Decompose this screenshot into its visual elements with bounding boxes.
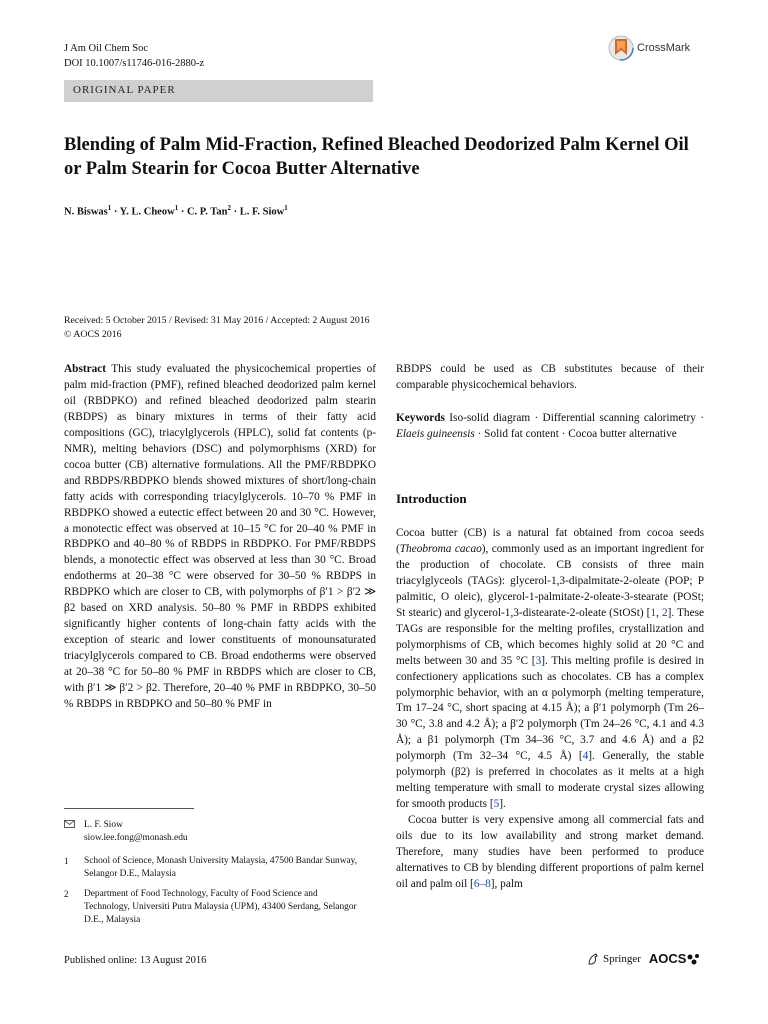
keywords-italic: Elaeis guineensis: [396, 427, 475, 440]
text-run: ], palm: [490, 877, 523, 890]
article-title: Blending of Palm Mid-Fraction, Refined Bleached Deodorized Palm Kernel Oil or Palm Stearin for Cocoa Butter Alternative: [64, 135, 689, 179]
intro-paragraph: [396, 813, 704, 893]
author-affiliation: 2: [227, 204, 231, 212]
abstract-block: [64, 362, 376, 713]
author-list: [64, 204, 288, 218]
citation-link[interactable]: 3: [535, 654, 542, 667]
author: N. Biswas: [64, 206, 108, 218]
keywords-heading: Keywords: [396, 411, 445, 424]
author-affiliation: 1: [174, 204, 179, 212]
author-separator: ·: [230, 206, 240, 218]
author: Y. L. Cheow: [119, 206, 175, 218]
envelope-icon: [64, 819, 84, 845]
abstract-text: This study evaluated the physicochemical properties of palm mid-fraction (PMF), refined bleached deodorized palm kernel oil (RBDPKO) and refined bleached deodorized palm stearin (RBDPS) as binary mixtures in terms of their fatty acid compositions (GC), triacylglycerols (HPLC), solid fat contents (p-NMR), melting behaviors (DSC) and polymorphisms (XRD) for cocoa butter (CB) alternative formulations. All the PMF/RBDPKO and RBDPS/RBDPKO blends showed mixtures of short/long-chain fatty acids with corresponding triacylglycerols. 10–70 % PMF in RBDPKO showed a eutectic effect between 20 and 30 °C. However, a monotectic effect was observed at 10–15 °C for 20–40 % PMF in RBDPKO and 40–80 % of RBDPS in RBDPKO. For PMF/RBDPS blends, a monotectic effect was observed at less than 30 °C. Broad endotherms at 20–38 °C were observed for 30–50 % RBDPS in RBDPKO which are closer to CB, with polymorphs of β′1 > β′2 ≫ β2 based on XRD analysis. 50–80 % PMF in RBDPS exhibited significantly higher contents of long-chain fatty acids with the exception of stearic and lower constituents of monounsaturated triacylglycerols compared to CB. Broad endotherms were observed at 20–38 °C for 50–80 % PMF in RBDPS which are closer to CB, with β′1 ≫ β′2 > β2. Therefore, 20–40 % PMF in RBDPKO, 30–50 % RBDPS in RBDPKO and 50–80 % PMF in: [64, 363, 376, 711]
affiliation-text: Department of Food Technology, Faculty of Food Science and Technology, Universiti Putra Malaysia (UPM), 43400 Serdang, Selangor D.E., Malaysia: [84, 889, 357, 925]
springer-horse-icon: [586, 952, 600, 966]
introduction-heading: Introduction: [396, 491, 467, 506]
springer-label: Springer: [603, 952, 641, 965]
correspondence-name: L. F. Siow: [84, 820, 123, 830]
affiliation-number: 1: [64, 856, 69, 866]
author: L. F. Siow: [239, 206, 285, 218]
section-banner-label: ORIGINAL PAPER: [73, 84, 176, 96]
affiliation-text: School of Science, Monash University Malaysia, 47500 Bandar Sunway, Selangor D.E., Malaysia: [84, 856, 358, 879]
citation-link[interactable]: 4: [582, 750, 589, 763]
doi[interactable]: DOI 10.1007/s11746-016-2880-z: [64, 58, 205, 69]
author-affiliation: 1: [107, 204, 112, 212]
journal-header: [64, 41, 204, 71]
text-run: ), commonly used as an important ingredient for the production of chocolate. CB consists of three main triacylglyceols (TAGs): glycerol-1,3-dipalmitate-2-oleate (POP; P palmitic, O oleic), glycerol-1-palmitate-2-oleate-3-stearate (POSt; St stearic) and glycerol-1,3-distearate-2-oleate (StOSt) [: [396, 542, 704, 619]
correspondence-note: [64, 819, 364, 845]
crossmark-icon: [608, 35, 634, 61]
copyright: © AOCS 2016: [64, 329, 122, 340]
abstract-heading: Abstract: [64, 363, 107, 375]
text-run: Cocoa butter is very expensive among all commercial fats and oils due to its low availability and strong market demand. Therefore, many studies have been performed to produce alternatives to CB by blending different proportions of palm kernel oil and palm oil [: [396, 814, 704, 890]
intro-paragraph: [396, 526, 704, 813]
publisher-logos: [586, 951, 702, 966]
citation-link[interactable]: 1: [650, 606, 657, 619]
journal-name: J Am Oil Chem Soc: [64, 43, 149, 54]
text-run: ]. Generally, the stable polymorph (β2) is preferred in chocolates as it melts at a high melting temperature with small to moderate crystal sizes allowing for smooth products [: [396, 750, 704, 811]
introduction-body: [396, 526, 704, 893]
received-dates: Received: 5 October 2015 / Revised: 31 May 2016 / Accepted: 2 August 2016: [64, 315, 370, 326]
text-run: ,: [656, 606, 662, 619]
citation-link[interactable]: 5: [493, 798, 500, 811]
text-run: ].: [499, 798, 506, 811]
publication-history: [64, 314, 370, 342]
affiliation-note: [64, 855, 364, 881]
abstract-continuation-block: [396, 362, 704, 443]
author: C. P. Tan: [186, 206, 228, 218]
text-run: Cocoa butter (CB) is a natural fat obtained from cocoa seeds (: [396, 527, 704, 555]
text-run: ]. These TAGs are responsible for the melting profiles, crystallization and polymorphisms of CB, which becomes highly solid at 20 °C and melts between 30 and 35 °C [: [396, 606, 705, 667]
keywords-part: Iso-solid diagram · Differential scanning calorimetry ·: [449, 411, 704, 424]
author-separator: ·: [111, 206, 120, 218]
text-run: ]. This melting profile is desired in confectionery applications such as chocolates. CB has a complex polymorphic behavior, with an α polymorph (melting temperature, Tm 17–24 °C, short spacing at 4.15 Å); a β′1 polymorph (Tm 26–30 °C, 3.8 and 4.2 Å); a β′2 polymorph (Tm 24–26 °C, 4.1 and 4.3 Å); a β1 polymorph (Tm 34–36 °C, 3.7 and 4.6 Å) and a β2 polymorph (Tm 32–34 °C, 4.5 Å) [: [396, 654, 705, 763]
aocs-logo-icon: [686, 953, 702, 965]
affiliation-number: 2: [64, 889, 69, 899]
correspondence-email[interactable]: siow.lee.fong@monash.edu: [84, 833, 188, 843]
species-name: Theobroma cacao: [399, 542, 482, 555]
citation-link[interactable]: 6–8: [473, 877, 491, 890]
author-affiliation: 1: [284, 204, 288, 212]
footnotes: [64, 819, 364, 934]
section-banner: [64, 80, 373, 102]
footnote-divider: [64, 808, 194, 809]
author-separator: ·: [178, 206, 187, 218]
crossmark-label: CrossMark: [637, 42, 691, 54]
crossmark-badge[interactable]: [608, 33, 708, 63]
aocs-logo-label: AOCS: [648, 951, 687, 966]
citation-link[interactable]: 2: [661, 606, 668, 619]
published-online: Published online: 13 August 2016: [64, 955, 207, 966]
abstract-continuation: RBDPS could be used as CB substitutes because of their comparable physicochemical behaviors.: [396, 363, 704, 391]
keywords: [396, 411, 704, 443]
keywords-part: · Solid fat content · Cocoa butter alternative: [474, 427, 677, 440]
affiliation-note: [64, 888, 364, 927]
